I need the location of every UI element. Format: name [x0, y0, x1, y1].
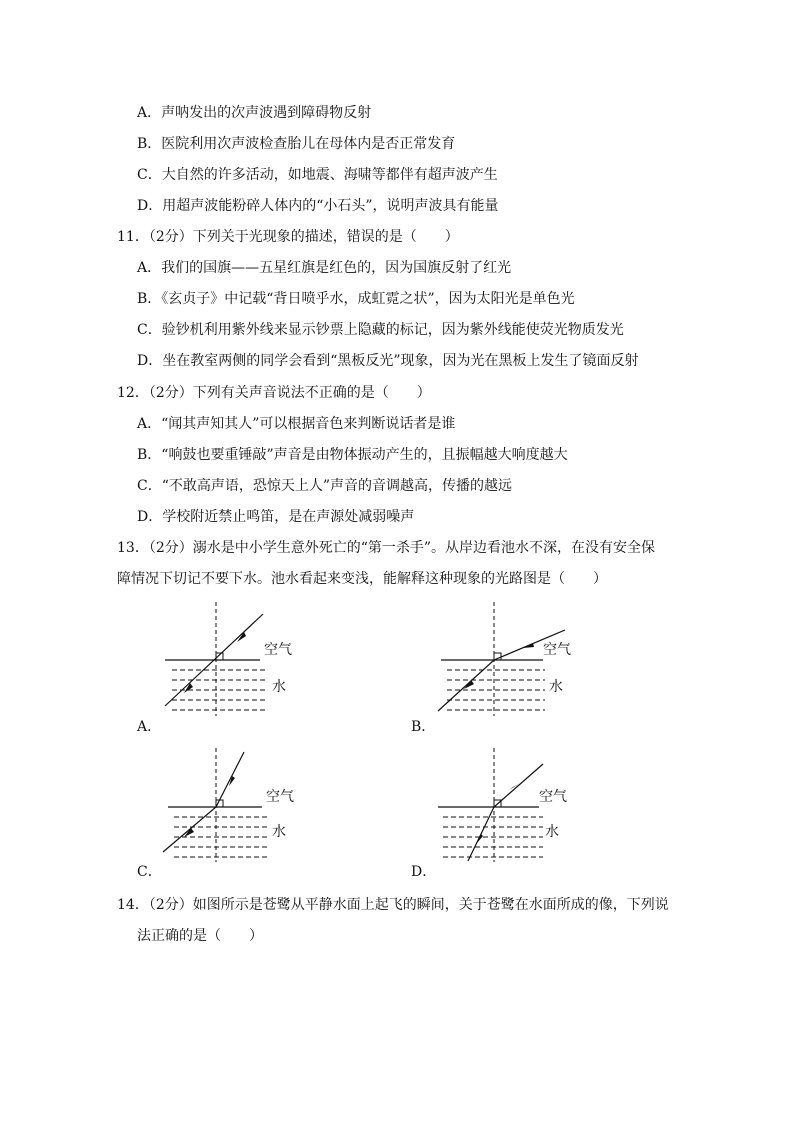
q10-option-c: C．大自然的许多活动，如地震、海啸等都伴有超声波产生: [137, 167, 498, 183]
q13-a-water-label: 水: [272, 679, 286, 695]
q11-option-a: A．我们的国旗——五星红旗是红色的，因为国旗反射了红光: [137, 260, 512, 276]
q10-option-b: B．医院利用次声波检查胎儿在母体内是否正常发育: [137, 136, 456, 152]
q13-a-air-label: 空气: [264, 642, 292, 658]
q13-b-air-label: 空气: [543, 642, 571, 658]
q13-diagram-c: [160, 746, 300, 864]
q11-option-c: C．验钞机利用紫外线来显示钞票上隐藏的标记，因为紫外线能使荧光物质发光: [137, 322, 624, 338]
q12-stem: 12．（2分）下列有关声音说法不正确的是（ ）: [117, 385, 431, 401]
q13-b-water-label: 水: [549, 679, 563, 695]
q13-choice-d: D．: [411, 864, 437, 880]
q13-c-water-label: 水: [272, 824, 286, 840]
q13-choice-a: A．: [137, 719, 162, 735]
q13-c-air-label: 空气: [266, 789, 294, 805]
q14-stem-line1: 14．（2分）如图所示是苍鹭从平静水面上起飞的瞬间，关于苍鹭在水面所成的像，下列说: [117, 897, 669, 913]
q13-d-air-label: 空气: [539, 789, 567, 805]
q14-stem-line2: 法正确的是（ ）: [137, 928, 263, 944]
q13-stem-line1: 13．（2分）溺水是中小学生意外死亡的“第一杀手”。从岸边看池水不深，在没有安全保: [117, 540, 656, 556]
q13-diagram-a: [160, 600, 300, 718]
q12-option-a: A．“闻其声知其人”可以根据音色来判断说话者是谁: [137, 416, 456, 432]
q12-option-d: D．学校附近禁止鸣笛，是在声源处减弱噪声: [137, 509, 415, 525]
q13-choice-b: B．: [411, 719, 436, 735]
q13-choice-c: C．: [137, 864, 162, 880]
q12-option-b: B．“响鼓也要重锤敲”声音是由物体振动产生的，且振幅越大响度越大: [137, 447, 568, 463]
q13-d-water-label: 水: [545, 824, 559, 840]
q13-stem-line2: 障情况下切记不要下水。池水看起来变浅，能解释这种现象的光路图是（ ）: [117, 571, 607, 587]
q13-diagram-b: [433, 600, 583, 718]
q12-option-c: C．“不敢高声语，恐惊天上人”声音的音调越高，传播的越远: [137, 478, 513, 494]
q11-stem: 11．（2分）下列关于光现象的描述，错误的是（ ）: [117, 229, 459, 245]
q11-option-d: D．坐在教室两侧的同学会看到“黑板反光”现象，因为光在黑板上发生了镜面反射: [137, 353, 639, 369]
q11-option-b: B．《玄贞子》中记载“背日喷乎水，成虹霓之状”，因为太阳光是单色光: [137, 291, 575, 307]
q10-option-d: D．用超声波能粉碎人体内的“小石头”，说明声波具有能量: [137, 198, 499, 214]
q10-option-a: A．声呐发出的次声波遇到障碍物反射: [137, 105, 372, 121]
q13-diagram-d: [433, 746, 583, 864]
